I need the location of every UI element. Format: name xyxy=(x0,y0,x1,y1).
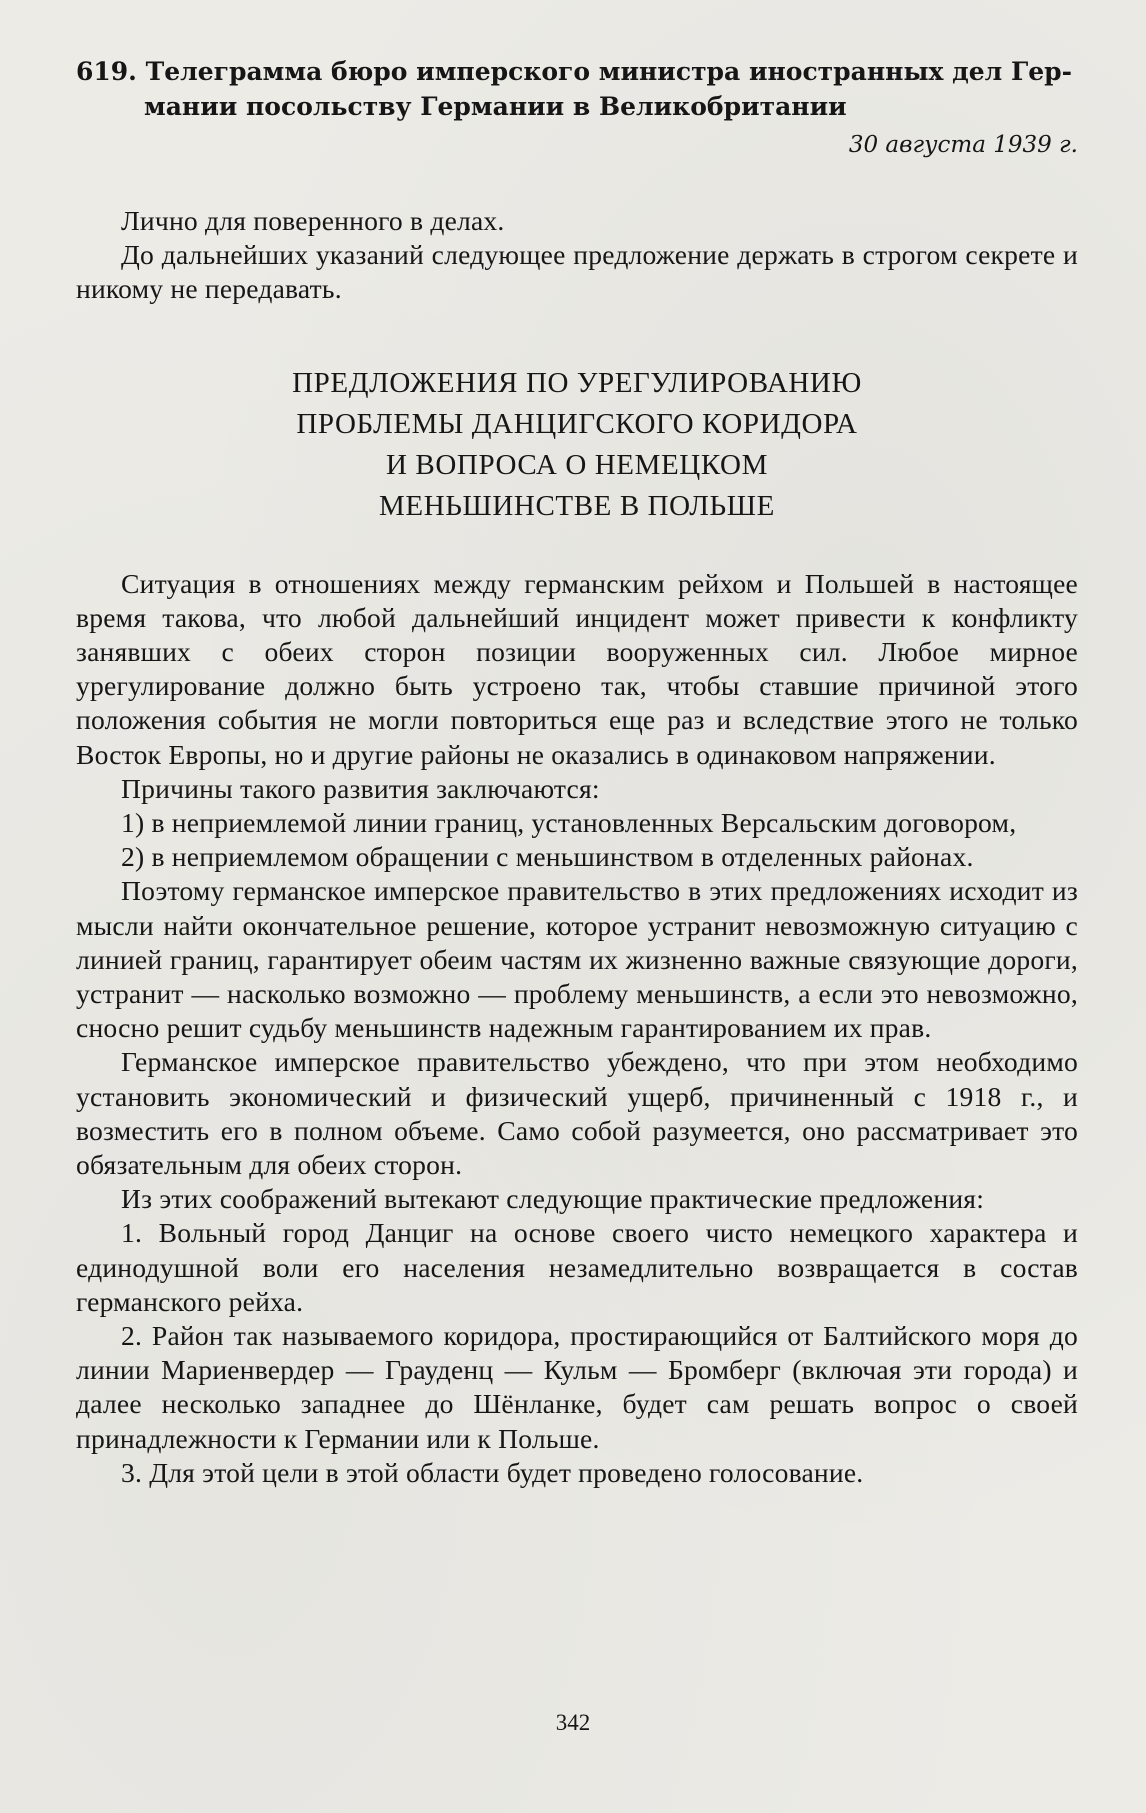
body-paragraph: 1) в неприемлемой линии границ, установленных Версальским договором, xyxy=(121,807,1017,839)
section-title-line: МЕНЬШИНСТВЕ В ПОЛЬШЕ xyxy=(379,489,775,522)
section-title xyxy=(76,363,1078,527)
body-paragraph: Причины такого развития заключаются: xyxy=(121,772,600,804)
note-paragraph: До дальнейших указаний следующее предложение держать в строгом секрете и никому не передавать. xyxy=(76,239,1078,305)
heading-line-1: Телеграмма бюро имперского министра иностранных дел Гер- xyxy=(145,57,1073,86)
body-paragraph: Поэтому германское имперское правительство в этих предложениях исходит из мысли найти окончательное решение, которое устранит невозможную ситуацию с линией границ, гарантирует обеим частям их жизненно важные связующие дороги, устранит — насколько возможно — проблему меньшинств, а если это невозможно, сносно решит судьбу меньшинств надежным гарантированием их прав. xyxy=(76,875,1078,1044)
body-paragraph: Ситуация в отношениях между германским рейхом и Польшей в настоящее время такова, что любой дальнейший инцидент может привести к конфликту занявших с обеих сторон позиции вооруженных сил. Любое мирное урегулирование должно быть устроено так, чтобы ставшие причиной этого положения события не могли повториться еще раз и вследствие этого не только Восток Европы, но и другие районы не оказались в одинаковом напряжении. xyxy=(76,567,1078,770)
body-paragraph: 1. Вольный город Данциг на основе своего чисто немецкого характера и единодушной воли его населения незамедлительно возвращается в состав германского рейха. xyxy=(76,1217,1078,1317)
body-paragraph: Германское имперское правительство убеждено, что при этом необходимо установить экономический и физический ущерб, причиненный с 1918 г., и возместить его в полном объеме. Само собой разумеется, оно рассматривает это обязательным для обеих сторон. xyxy=(76,1046,1078,1181)
body-paragraph: 2. Район так называемого коридора, простирающийся от Балтийского моря до линии Мариенвердер — Грауденц — Кульм — Бромберг (включая эти города) и далее несколько западнее до Шёнланке, будет сам решать вопрос о своей принадлежности к Германии или к Польше. xyxy=(76,1320,1078,1454)
body-paragraph: 2) в неприемлемом обращении с меньшинством в отделенных районах. xyxy=(121,841,974,873)
page-number: 342 xyxy=(555,1710,591,1735)
document-heading xyxy=(76,54,1078,124)
section-title-line: ПРЕДЛОЖЕНИЯ ПО УРЕГУЛИРОВАНИЮ xyxy=(292,366,862,399)
section-title-line: ПРОБЛЕМЫ ДАНЦИГСКОГО КОРИДОРА xyxy=(296,407,858,440)
section-title-line: И ВОПРОСА О НЕМЕЦКОМ xyxy=(386,448,768,481)
heading-line-2: мании посольству Германии в Великобритании xyxy=(144,92,847,121)
body-paragraph: Из этих соображений вытекают следующие практические предложения: xyxy=(121,1183,985,1215)
note-block xyxy=(76,204,1078,307)
body-paragraph: 3. Для этой цели в этой области будет проведено голосование. xyxy=(121,1456,864,1488)
document-number: 619. xyxy=(76,57,137,86)
document-date: 30 августа 1939 г. xyxy=(848,132,1078,158)
body-text xyxy=(76,567,1078,1490)
note-paragraph: Лично для поверенного в делах. xyxy=(121,205,505,236)
